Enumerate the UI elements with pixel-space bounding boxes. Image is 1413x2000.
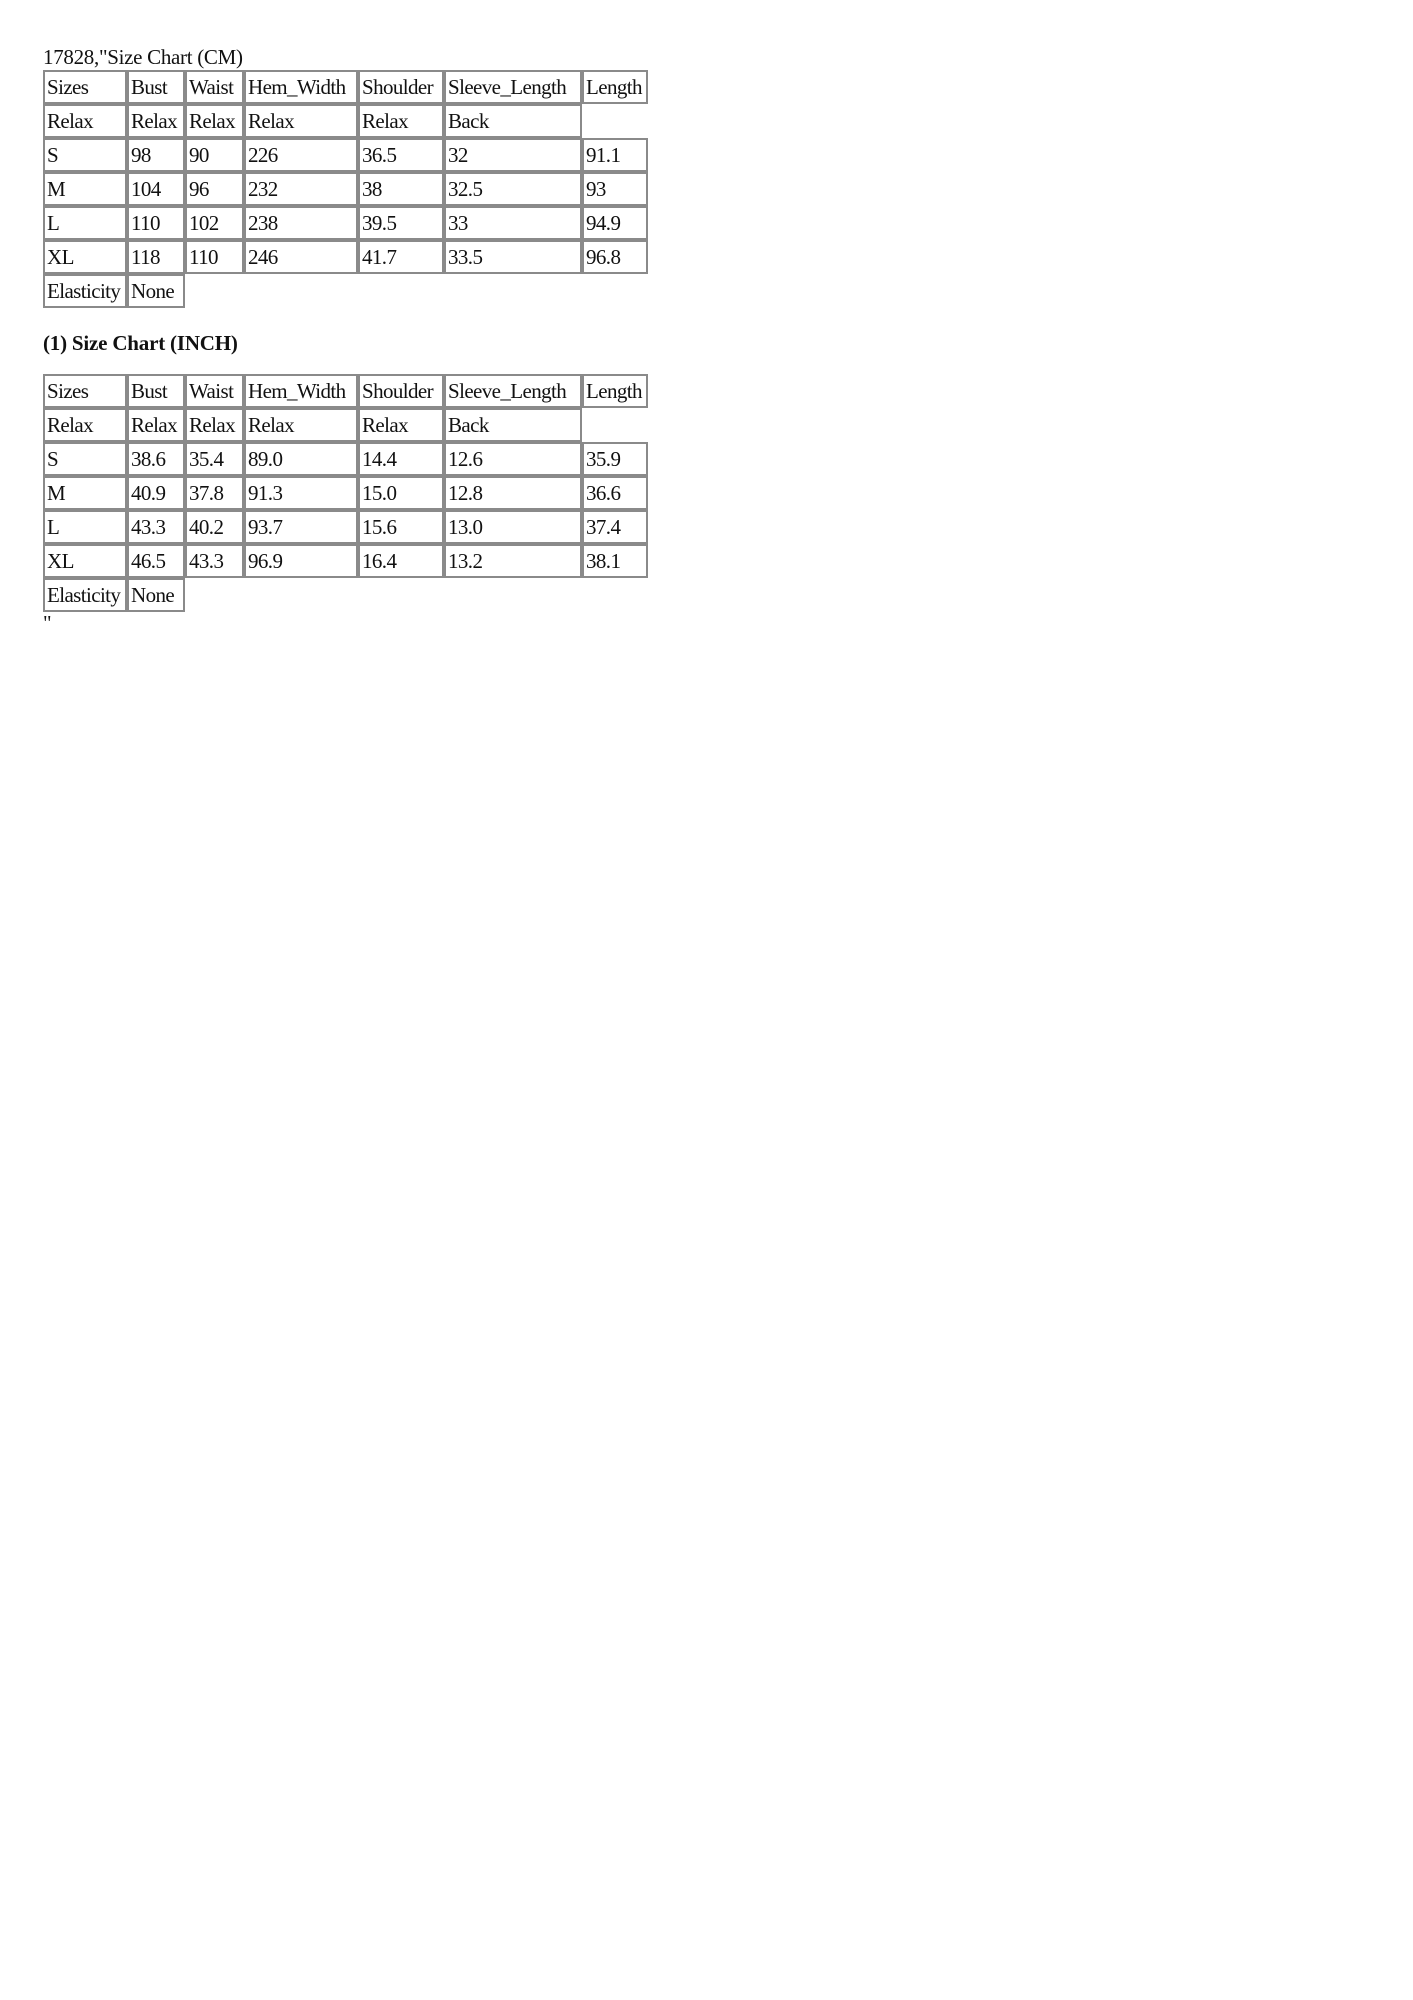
- table-cell: Relax: [185, 408, 244, 442]
- table-cell: 15.0: [358, 476, 444, 510]
- table-cell: 32: [444, 138, 582, 172]
- table-cell: Relax: [127, 408, 185, 442]
- table-cell: 104: [127, 172, 185, 206]
- table-cell: 38.1: [582, 544, 648, 578]
- table-cell: Waist: [185, 374, 244, 408]
- table-cell: 13.0: [444, 510, 582, 544]
- table-cell: Elasticity: [43, 274, 127, 308]
- table-cell: 102: [185, 206, 244, 240]
- document-body: [43, 44, 683, 634]
- table-cell: Waist: [185, 70, 244, 104]
- table-cell: 36.6: [582, 476, 648, 510]
- table-cell: 37.8: [185, 476, 244, 510]
- table-cell: XL: [43, 240, 127, 274]
- table-cell: 38.6: [127, 442, 185, 476]
- table-cell: 110: [127, 206, 185, 240]
- table-cell: 94.9: [582, 206, 648, 240]
- table-cell: 33: [444, 206, 582, 240]
- table-cell: Sleeve_Length: [444, 374, 582, 408]
- table-cell: 14.4: [358, 442, 444, 476]
- table-cell: Sizes: [43, 70, 127, 104]
- table-row-allowance-row: [43, 408, 648, 442]
- size-chart-inch-table: [43, 374, 648, 612]
- table-row-size-row-m: [43, 476, 648, 510]
- table-cell: XL: [43, 544, 127, 578]
- table-cell: Sizes: [43, 374, 127, 408]
- table-cell: Back: [444, 408, 582, 442]
- table-cell: 12.8: [444, 476, 582, 510]
- table-cell: Elasticity: [43, 578, 127, 612]
- table-cell: 232: [244, 172, 358, 206]
- table-cell: [582, 408, 648, 442]
- table-row-size-row-s: [43, 442, 648, 476]
- table-cell: 238: [244, 206, 358, 240]
- table-cell: None: [127, 578, 185, 612]
- table-cell: Shoulder: [358, 70, 444, 104]
- table-cell: 40.9: [127, 476, 185, 510]
- table-cell: 37.4: [582, 510, 648, 544]
- table-cell: 16.4: [358, 544, 444, 578]
- table-cell: Hem_Width: [244, 70, 358, 104]
- table-cell: M: [43, 476, 127, 510]
- table-cell: Back: [444, 104, 582, 138]
- table-cell: Bust: [127, 374, 185, 408]
- size-chart-cm-rows: [43, 70, 648, 308]
- size-chart-inch-rows: [43, 374, 648, 612]
- table-cell: 38: [358, 172, 444, 206]
- table-row-size-row-xl: [43, 544, 648, 578]
- table-cell: 96.8: [582, 240, 648, 274]
- table-cell: 35.9: [582, 442, 648, 476]
- table-cell: Shoulder: [358, 374, 444, 408]
- table-cell: 40.2: [185, 510, 244, 544]
- table-cell: 12.6: [444, 442, 582, 476]
- table-row-size-row-m: [43, 172, 648, 206]
- table-cell: Hem_Width: [244, 374, 358, 408]
- table-cell: 43.3: [127, 510, 185, 544]
- table-cell: 41.7: [358, 240, 444, 274]
- table-row-size-row-xl: [43, 240, 648, 274]
- table-cell: Relax: [43, 104, 127, 138]
- table-cell: Relax: [185, 104, 244, 138]
- table-cell: 90: [185, 138, 244, 172]
- table-cell: 15.6: [358, 510, 444, 544]
- table-row-header-row: [43, 70, 648, 104]
- table-cell: 43.3: [185, 544, 244, 578]
- table-row-size-row-s: [43, 138, 648, 172]
- closing-quote: ": [43, 611, 52, 635]
- table-cell: Bust: [127, 70, 185, 104]
- table-cell: M: [43, 172, 127, 206]
- table-cell: None: [127, 274, 185, 308]
- table-cell: 91.1: [582, 138, 648, 172]
- table-cell: Relax: [127, 104, 185, 138]
- table-row-allowance-row: [43, 104, 648, 138]
- table-cell: 96: [185, 172, 244, 206]
- table-cell: Relax: [43, 408, 127, 442]
- table-row-elasticity-row: [43, 274, 648, 308]
- table-row-header-row: [43, 374, 648, 408]
- table-row-elasticity-row: [43, 578, 648, 612]
- table-cell: 33.5: [444, 240, 582, 274]
- table-cell: 39.5: [358, 206, 444, 240]
- table-cell: Relax: [358, 408, 444, 442]
- table-cell: L: [43, 510, 127, 544]
- size-chart-inch-heading: (1) Size Chart (INCH): [43, 331, 238, 355]
- table-cell: 226: [244, 138, 358, 172]
- table-cell: 35.4: [185, 442, 244, 476]
- table-cell: Relax: [358, 104, 444, 138]
- table-cell: L: [43, 206, 127, 240]
- table-cell: Relax: [244, 408, 358, 442]
- table-cell: 96.9: [244, 544, 358, 578]
- table-cell: 13.2: [444, 544, 582, 578]
- table-cell: 246: [244, 240, 358, 274]
- table-cell: [582, 104, 648, 138]
- table-cell: Sleeve_Length: [444, 70, 582, 104]
- table-cell: 93.7: [244, 510, 358, 544]
- table-cell: Relax: [244, 104, 358, 138]
- table-cell: 93: [582, 172, 648, 206]
- table-cell: 32.5: [444, 172, 582, 206]
- table-cell: 110: [185, 240, 244, 274]
- table-cell: 118: [127, 240, 185, 274]
- table-cell: 89.0: [244, 442, 358, 476]
- table-row-size-row-l: [43, 510, 648, 544]
- table-cell: 98: [127, 138, 185, 172]
- table-cell: S: [43, 138, 127, 172]
- size-chart-cm-title: 17828,"Size Chart (CM): [43, 45, 243, 69]
- size-chart-cm-table: [43, 70, 648, 308]
- table-cell: Length: [582, 70, 648, 104]
- table-cell: 36.5: [358, 138, 444, 172]
- table-row-size-row-l: [43, 206, 648, 240]
- table-cell: 46.5: [127, 544, 185, 578]
- table-cell: S: [43, 442, 127, 476]
- table-cell: Length: [582, 374, 648, 408]
- table-cell: 91.3: [244, 476, 358, 510]
